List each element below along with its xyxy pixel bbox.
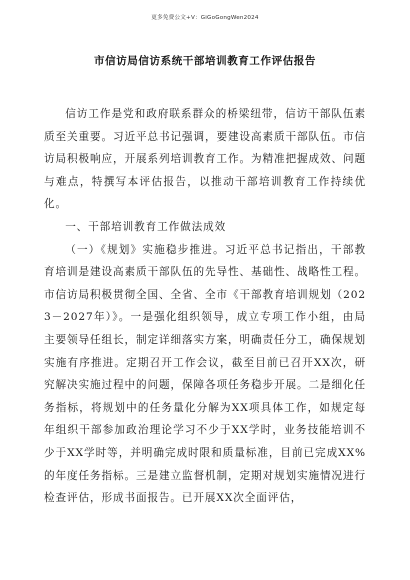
- body-paragraph: （一）《规划》实施稳步推进。习近平总书记指出，干部教育培训是建设高素质干部队伍的先导性、基础性、战略性工程。市信访局积极贯彻全国、全省、全市《干部教育培训规划（2023－2027年）》。一是强化组织领导，成立专项工作小组，由局主要领导任组长，制定详细落实方案，明确责任分工，确保规划实施有序推进。定期召开工作会议，截至目前已召开XX次，研究解决实施过程中的问题，保障各项任务稳步开展。二是细化任务指标，将规划中的任务量化分解为XX项具体工作，如规定每年组织干部参加政治理论学习不少于XX学时，业务技能培训不少于XX学时等，并明确完成时限和质量标准，目前已完成XX%的年度任务指标。三是建立监督机制，定期对规划实施情况进行检查评估，形成书面报告。已开展XX次全面评估，: [44, 243, 366, 505]
- document-title: 市信访局信访系统干部培训教育工作评估报告: [94, 55, 316, 67]
- intro-paragraph: 信访工作是党和政府联系群众的桥梁纽带，信访干部队伍素质至关重要。习近平总书记强调，要建设高素质干部队伍。市信访局积极响应，开展系列培训教育工作。为精准把握成效、问题与难点，特撰写本评估报告，以推动干部培训教育工作持续优化。: [44, 108, 366, 211]
- document-body: [44, 103, 366, 510]
- section-heading: 一、干部培训教育工作做法成效: [65, 220, 227, 233]
- header-note: 更多免费公文+V：GiGoGongWen2024: [151, 15, 259, 21]
